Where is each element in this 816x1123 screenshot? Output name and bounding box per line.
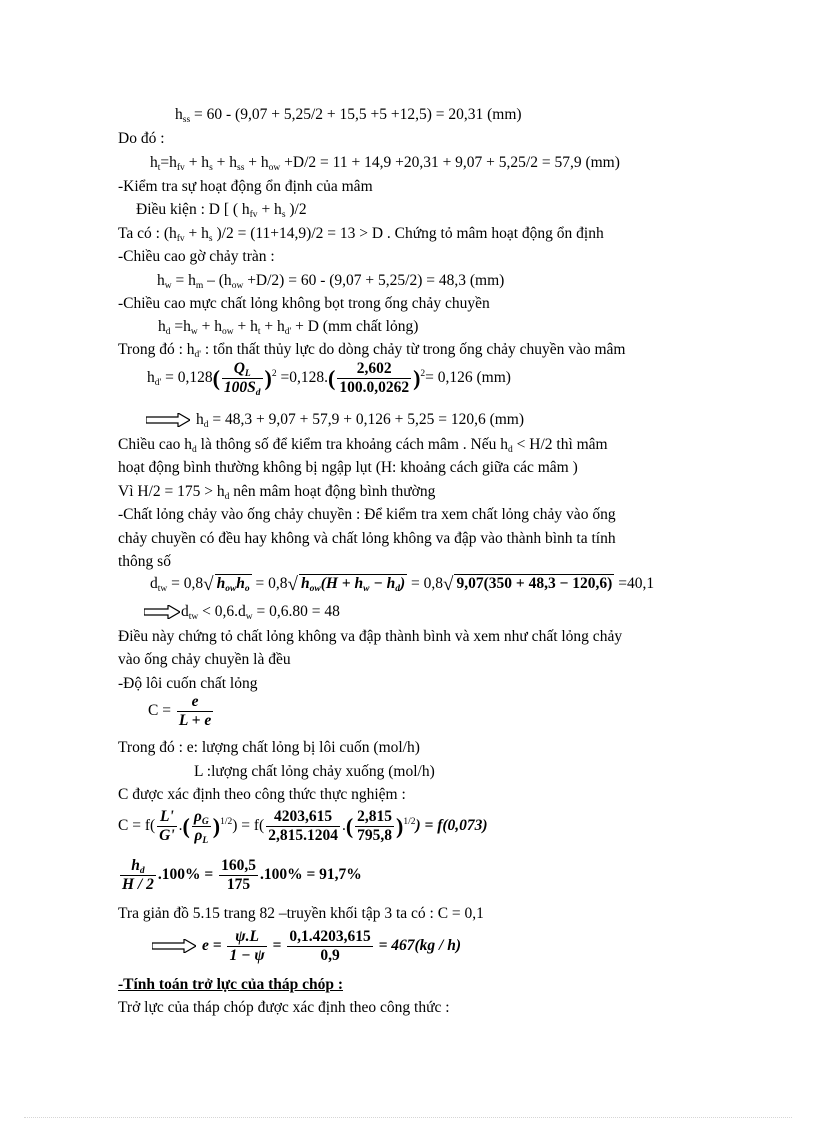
implies-arrow-icon — [144, 605, 180, 619]
text-tro-luc: Trở lực của tháp chóp được xác định theo công thức : — [118, 999, 450, 1016]
eq-hd: $h_d =h_w + h_{ow} + h_t + h_{d'} + D$ (mm chất lỏng) — [158, 318, 419, 337]
text-chat-long-2: chảy chuyền có đều hay không và chất lỏng không va đập vào thành bình ta tính — [118, 530, 616, 547]
eq-c: C = $\frac{e}{L + e}$ — [148, 693, 212, 729]
text-chieu-cao-muc: -Chiều cao mực chất lỏng không bọt trong ống chảy chuyền — [118, 295, 490, 312]
text-do-do: Do đó : — [118, 130, 165, 147]
text-ta-co: Ta có : ($h_{fv} + h_s$ )/2 = (11+14,9)/2 = 13 > D . Chứng tỏ mâm hoạt động ổn định — [118, 225, 604, 244]
text-dieu-nay: Điều này chứng tỏ chất lỏng không va đập thành bình và xem như chất lỏng chảy — [118, 628, 623, 645]
text-dieu-kien: Điều kiện : D [ ( $h_{fv} + h_s$ )/2 — [136, 201, 307, 220]
text-vao-ong: vào ống chảy chuyền là đều — [118, 651, 291, 668]
text-tra-gian-do: Tra giản đồ 5.15 trang 82 –truyền khối tập 3 ta có : C = 0,1 — [118, 905, 484, 922]
text-L: L :lượng chất lỏng chảy xuống (mol/h) — [194, 763, 435, 780]
text-kiem-tra: -Kiểm tra sự hoạt động ổn định của mâm — [118, 178, 373, 195]
text-trong-do-hd: Trong đó : $h_{d'}$ : tổn thất thủy lực do dòng chảy từ trong ống chảy chuyền vào mâm — [118, 341, 626, 360]
section-title-tro-luc: -Tính toán trở lực của tháp chóp : — [118, 976, 343, 993]
implies-arrow-icon — [152, 939, 196, 953]
text-trong-do-e: Trong đó : e: lượng chất lỏng bị lôi cuốn (mol/h) — [118, 739, 420, 756]
eq-dtw: $d_{tw} = 0,8√$ $h_{ow}h_o = 0,8√$ $h_{ow}(H + h_w - h_d) = 0,8√$ 9,07(350 + 48,3 − 120,6) =40,1 — [150, 574, 655, 595]
text-thong-so: thông số — [118, 553, 171, 570]
eq-hw: $h_w = h_m - (h_{ow} +D/2) = 60 - (9,07 + 5,25/2) = 48,3$ (mm) — [157, 272, 505, 291]
eq-percent: $\frac{h_d}{H / 2}$ .100% = $\frac{160,5}{175}$ .100% = 91,7% — [122, 857, 362, 893]
eq-hd-prime: $h_{d'} = 0,128$( $\frac{Q_L}{100S_d}$ )$^2$ =0,128.( $\frac{2,602}{100.0,0262}$ )$^2$= 0,126 (mm) — [147, 360, 511, 398]
implies-arrow-icon — [146, 413, 190, 427]
eq-ht: $h_t=h_{fv} + h_s + h_{ss} + h_{ow} +D/2 = 11 + 14,9 +20,31 + 9,07 + 5,25/2 = 57,9$ (mm) — [150, 154, 620, 173]
text-chieu-cao-hd: Chiều cao $h_d$ là thông số để kiểm tra khoảng cách mâm . Nếu $h_d < H/2$ thì mâm — [118, 436, 608, 455]
eq-dtw-compare: $d_{tw} < 0,6.d_w = 0,6.80 = 48$ — [144, 604, 340, 620]
text-do-loi-cuon: -Độ lôi cuốn chất lỏng — [118, 675, 258, 692]
text-c-xac-dinh: C được xác định theo công thức thực nghiệm : — [118, 786, 406, 803]
eq-e: e = $\frac{\psi.L}{1 - \psi}$ = $\frac{0,1.4203,615}{0,9}$ = 467(kg / h) — [152, 928, 461, 965]
eq-c-f: C = f( $\frac{L'}{G'}$ .( $\frac{\rho_G}{\rho_L}$ )$^{1/2}$) = f( $\frac{4203,615}{2,815.1204}$ .( $\frac{2,815}{795,8}$ )$^{1/2}$) = f(0,073) — [118, 808, 488, 846]
text-chieu-cao-go: -Chiều cao gờ chảy tràn : — [118, 248, 275, 265]
eq-hd-result: $h_d = 48,3 + 9,07 + 57,9 + 0,126 + 5,25 = 120,6$ (mm) — [146, 412, 524, 428]
text-chat-long-1: -Chất lỏng chảy vào ống chảy chuyền : Để kiểm tra xem chất lỏng chảy vào ống — [118, 506, 616, 523]
text-vi-h2: Vì $H/2 = 175 > h_d$ nên mâm hoạt động bình thường — [118, 483, 436, 502]
eq-hss: $h_{ss} = 60 - (9,07 + 5,25/2 + 15,5 +5 +12,5) = 20,31$ (mm) — [175, 106, 522, 125]
page-footer-divider — [24, 1117, 792, 1118]
text-hoat-dong: hoạt động bình thường không bị ngập lụt (H: khoảng cách giữa các mâm ) — [118, 459, 578, 476]
